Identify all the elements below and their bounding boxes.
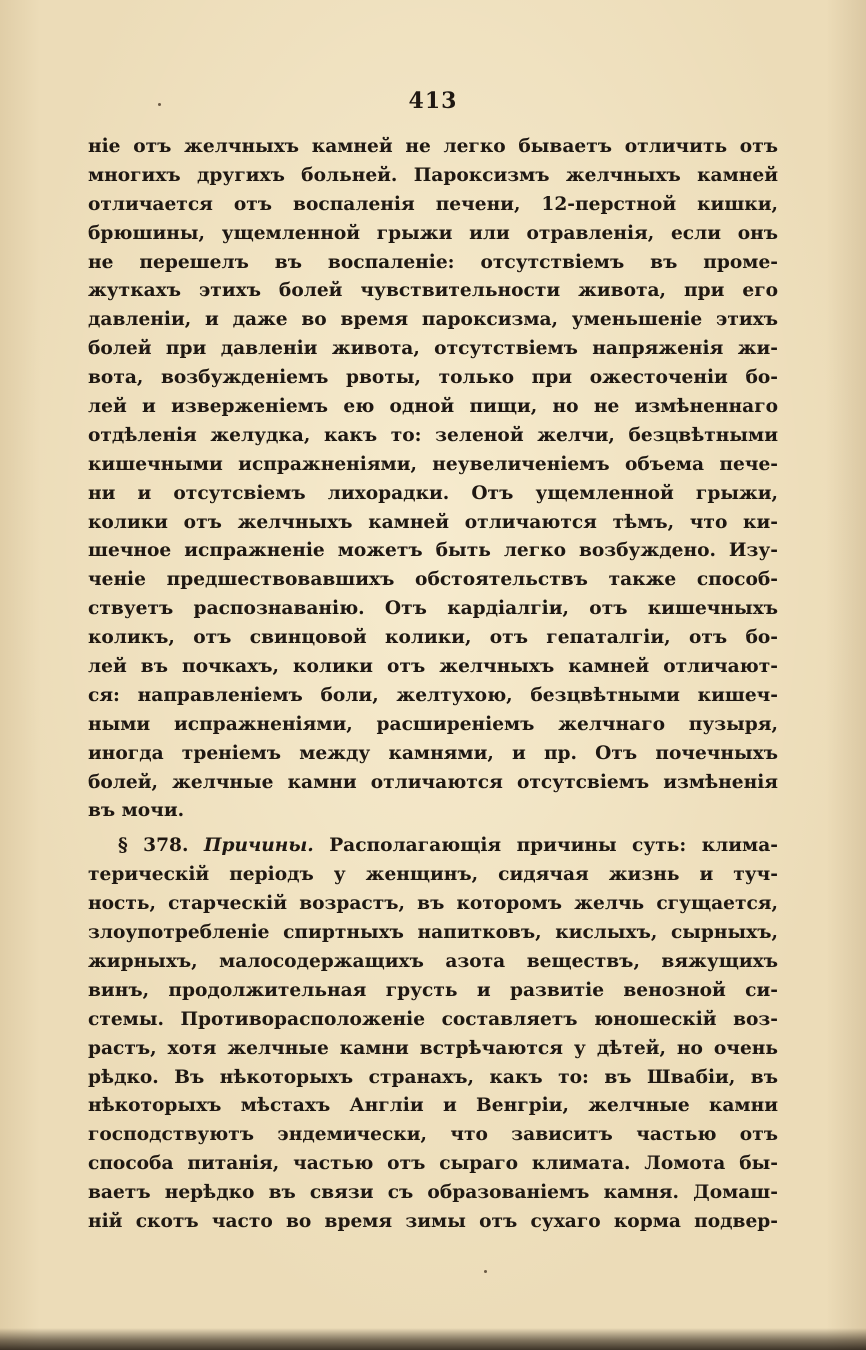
text-line: рѣдко. Въ нѣкоторыхъ странахъ, какъ то: въ Швабіи, въ	[88, 1066, 778, 1088]
text-line: лей въ почкахъ, колики отъ желчныхъ камней отличают-	[88, 656, 778, 678]
text-line: лей и изверженіемъ ею одной пищи, но не измѣненнаго	[88, 396, 778, 418]
text-line: вота, возбужденіемъ рвоты, только при ожесточеніи бо-	[88, 367, 778, 389]
text-line: жуткахъ этихъ болей чувствительности живота, при его	[88, 280, 778, 302]
text-line: кишечными испражненіями, неувеличеніемъ объема пече-	[88, 453, 778, 475]
text-line: ствуетъ распознаванію. Отъ кардіалгіи, отъ кишечныхъ	[88, 598, 778, 620]
text-line: колики отъ желчныхъ камней отличаются тѣмъ, что ки-	[88, 511, 778, 533]
text-line: брюшины, ущемленной грыжи или отравленія, если онъ	[88, 222, 778, 244]
body-text	[88, 133, 778, 1237]
text-line: жирныхъ, малосодержащихъ азота веществъ, вяжущихъ	[88, 950, 778, 972]
text-line: терическій періодъ у женщинъ, сидячая жизнь и туч-	[88, 864, 778, 886]
section-heading: Причины.	[203, 835, 314, 857]
text-line: давленіи, и даже во время пароксизма, уменьшеніе этихъ	[88, 309, 778, 331]
text-line: болей при давленіи живота, отсутствіемъ напряженія жи-	[88, 338, 778, 360]
print-speck	[484, 1270, 487, 1273]
text-line: стемы. Противорасположеніе составляетъ юношескій воз-	[88, 1008, 778, 1030]
text-line: отдѣленія желудка, какъ то: зеленой желчи, безцвѣтными	[88, 424, 778, 446]
text-line: способа питанія, частью отъ сыраго климата. Ломота бы-	[88, 1153, 778, 1175]
text-line: шечное испражненіе можетъ быть легко возбуждено. Изу-	[88, 540, 778, 562]
text-line: растъ, хотя желчные камни встрѣчаются у дѣтей, но очень	[88, 1037, 778, 1059]
text-line: многихъ другихъ больней. Пароксизмъ желчныхъ камней	[88, 164, 778, 186]
section-first-line	[88, 832, 778, 861]
page-number: 413	[408, 88, 458, 114]
text-line: болей, желчные камни отличаются отсутсвіемъ измѣненія	[88, 771, 778, 793]
page-bottom-shadow	[0, 1328, 866, 1350]
text-line: не перешелъ въ воспаленіе: отсутствіемъ въ проме-	[88, 251, 778, 273]
text-line: нѣкоторыхъ мѣстахъ Англіи и Венгріи, желчные камни	[88, 1095, 778, 1117]
text-line: иногда треніемъ между камнями, и пр. Отъ почечныхъ	[88, 742, 778, 764]
text-line: ность, старческій возрастъ, въ которомъ желчь сгущается,	[88, 893, 778, 915]
text-line: винъ, продолжительная грусть и развитіе венозной си-	[88, 979, 778, 1001]
text-line: ніе отъ желчныхъ камней не легко бываетъ отличить отъ	[88, 136, 778, 157]
text-line: ній скотъ часто во время зимы отъ сухаго корма подвер-	[88, 1210, 778, 1232]
text-line: въ мочи.	[88, 800, 185, 822]
text-line: отличается отъ воспаленія печени, 12-перстной кишки,	[88, 193, 778, 215]
section-marker: § 378.	[118, 835, 189, 857]
text-line: ся: направленіемъ боли, желтухою, безцвѣтными кишеч-	[88, 684, 778, 706]
text-line: коликъ, отъ свинцовой колики, отъ гепаталгіи, отъ бо-	[88, 627, 778, 649]
text-line: ваетъ нерѣдко въ связи съ образованіемъ камня. Домаш-	[88, 1182, 778, 1204]
section-first-line-text: Располагающія причины суть: клима-	[329, 835, 778, 857]
text-line: ными испражненіями, расширеніемъ желчнаго пузыря,	[88, 713, 778, 735]
text-line: злоупотребленіе спиртныхъ напитковъ, кислыхъ, сырныхъ,	[88, 922, 778, 944]
text-line: ченіе предшествовавшихъ обстоятельствъ также способ-	[88, 569, 778, 591]
text-line: ни и отсутсвіемъ лихорадки. Отъ ущемленной грыжи,	[88, 482, 778, 504]
text-line: господствуютъ эндемически, что зависитъ частью отъ	[88, 1124, 778, 1146]
